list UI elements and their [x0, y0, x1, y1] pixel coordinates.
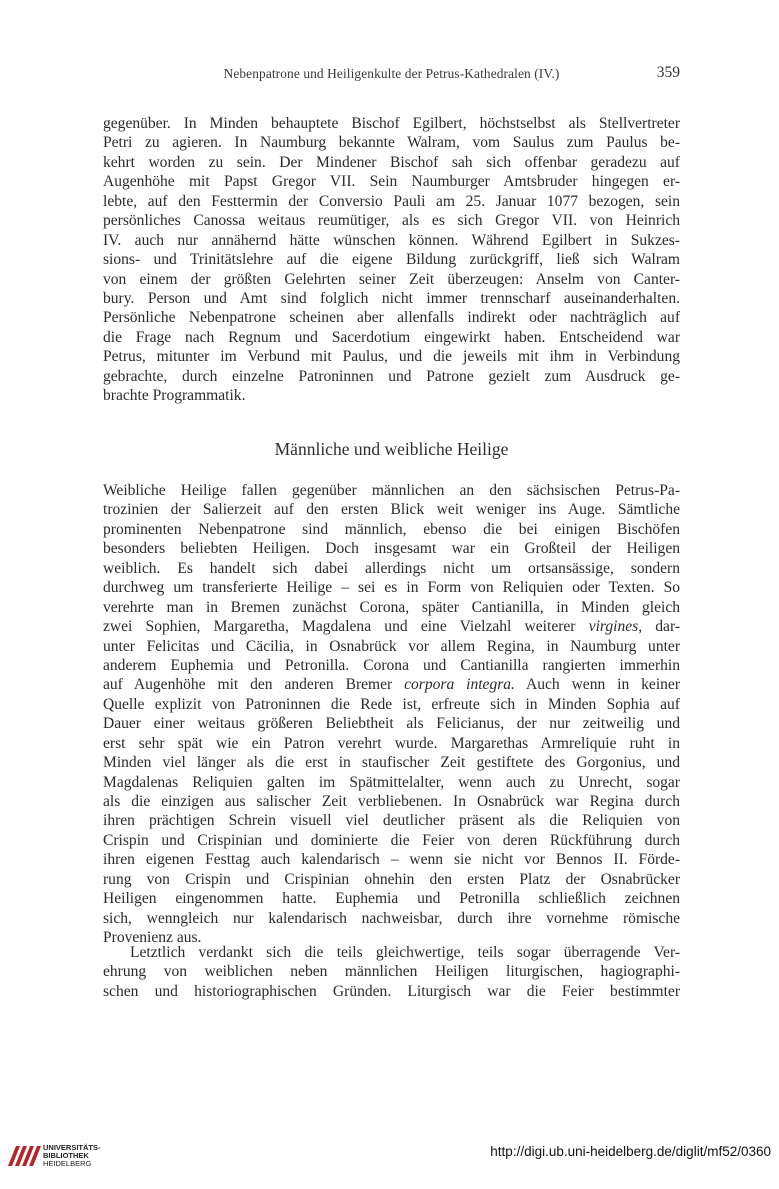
text-line: Augenhöhe mit Papst Gregor VII. Sein Naumburger Amtsbruder hingegen er- — [103, 173, 680, 191]
library-logo — [4, 1140, 104, 1170]
text-line: Weibliche Heilige fallen gegenüber männlichen an den sächsischen Petrus-Pa- — [103, 482, 680, 499]
text-line: Petrus, mitunter im Verbund mit Paulus, und die jeweils mit ihm in Verbindung — [103, 348, 680, 366]
running-title: Nebenpatrone und Heiligenkulte der Petrus-Kathedralen (IV.) — [223, 66, 560, 81]
text-line: bury. Person und Amt sind folglich nicht immer trennscharf auseinanderhalten. — [103, 289, 680, 307]
logo-line: UNIVERSITÄTS- — [43, 1143, 101, 1152]
text-segment: Auch wenn in keiner — [514, 676, 681, 694]
page-number: 359 — [656, 64, 680, 81]
text-line: IV. auch nur annähernd hätte wünschen können. Während Egilbert in Sukzes- — [103, 231, 680, 249]
text-line: schen und historiographischen Gründen. Liturgisch war die Feier bestimmter — [103, 982, 680, 1000]
library-logo-icon — [6, 1142, 42, 1168]
text-line: besonders beliebten Heiligen. Doch insgesamt war ein Großteil der Heiligen — [103, 540, 680, 558]
text-line: Magdalenas Reliquien galten im Spätmittelalter, wenn auch zu Unrecht, sogar — [103, 773, 680, 791]
text-line: erst sehr spät wie ein Patron verehrt wurde. Margarethas Armreliquie ruht in — [103, 734, 680, 752]
logo-line: HEIDELBERG — [43, 1159, 92, 1168]
paragraph-2 — [103, 481, 680, 948]
text-line: weiblich. Es handelt sich dabei allerdings nicht um ortsansässige, sondern — [103, 559, 680, 577]
text-line: als die einzigen aus salischer Zeit verbliebenen. In Osnabrück war Regina durch — [103, 793, 680, 810]
text-segment: , dar- — [638, 618, 681, 636]
text-line: Minden viel länger als die erst in staufischer Zeit gestiftete des Gorgonius, und — [103, 754, 680, 772]
text-line: prominenten Nebenpatrone sind männlich, ebenso die bei einigen Bischöfen — [103, 520, 680, 538]
paragraph-1 — [103, 114, 680, 406]
text-line: die Frage nach Regnum und Sacerdotium eingewirkt haben. Entscheidend war — [103, 328, 680, 346]
text-line: unter Felicitas und Cäcilia, in Osnabrück vor allem Regina, in Naumburg unter — [103, 637, 680, 655]
text-line: Heiligen eingenommen hatte. Euphemia und Petronilla schließlich zeichnen — [103, 890, 680, 908]
text-line: trozinien der Salierzeit auf den ersten Blick weit weniger ins Auge. Sämtliche — [103, 501, 680, 519]
text-line: gegenüber. In Minden behauptete Bischof Egilbert, höchstselbst als Stellvertreter — [103, 115, 680, 132]
text-line: Quelle explizit von Patroninnen die Rede ist, erfreute sich in Minden Sophia auf — [103, 695, 680, 713]
text-line: Persönliche Nebenpatrone scheinen aber allenfalls indirekt oder nachträglich auf — [103, 309, 680, 327]
text-line: rung von Crispin und Crispinian ohnehin den ersten Platz der Osnabrücker — [103, 870, 680, 888]
text-line: anderem Euphemia und Petronilla. Corona und Cantianilla rangierten immerhin — [103, 656, 680, 674]
text-line: von einem der größten Gelehrten seiner Zeit überzeugen: Anselm von Canter- — [103, 270, 680, 288]
logo-line: BIBLIOTHEK — [43, 1151, 89, 1160]
paragraph-3 — [103, 943, 680, 1001]
text-line: brachte Programmatik. — [103, 387, 246, 405]
text-line: ihren eigenen Festtag auch kalendarisch – wenn sie nicht vor Bennos II. Förde- — [103, 851, 680, 869]
text-line: gebrachte, durch einzelne Patroninnen und Patrone gezielt zum Ausdruck ge- — [103, 367, 680, 385]
italic-term: virgines — [588, 618, 639, 636]
text-line: lebte, auf den Festtermin der Conversio Pauli am 25. Januar 1077 bezogen, sein — [103, 192, 680, 210]
text-line: sions- und Trinitätslehre auf die eigene Bildung zurückgriff, ließ sich Walram — [103, 251, 680, 269]
text-line: durchweg um transferierte Heilige – sei es in Form von Reliquien oder Texten. So — [103, 579, 680, 597]
text-line — [103, 617, 680, 636]
text-line: verehrte man in Bremen zunächst Corona, später Cantianilla, in Minden gleich — [103, 598, 680, 616]
text-line: ehrung von weiblichen neben männlichen Heiligen liturgischen, hagiographi- — [103, 963, 680, 981]
library-logo-text — [43, 1144, 101, 1168]
text-line: persönliches Canossa weitaus reumütiger, als es sich Gregor VII. von Heinrich — [103, 212, 680, 230]
text-line: Dauer einer weitaus größeren Beliebtheit als Felicianus, der nur zeitweilig und — [103, 715, 680, 733]
text-line: Crispin und Crispinian und dominierte die Feier von deren Rückführung durch — [103, 831, 680, 849]
text-line: ihren prächtigen Schrein visuell viel deutlicher präsent als die Reliquien von — [103, 812, 680, 830]
text-segment: auf Augenhöhe mit den anderen Bremer — [103, 676, 405, 694]
text-line: Provenienz aus. — [103, 929, 202, 947]
page-header — [103, 66, 680, 86]
text-line: sich, wenngleich nur kalendarisch nachweisbar, durch ihre vornehme römische — [103, 909, 680, 927]
text-line: Petri zu agieren. In Naumburg bekannte Walram, vom Saulus zum Paulus be- — [103, 134, 680, 152]
text-line: Letztlich verdankt sich die teils gleichwertige, teils sogar überragende Ver- — [130, 944, 680, 961]
text-line: kehrt worden zu sein. Der Mindener Bischof sah sich offenbar geradezu auf — [103, 153, 680, 171]
text-segment: zwei Sophien, Margaretha, Magdalena und eine Vielzahl weiterer — [103, 618, 589, 636]
source-url[interactable]: http://digi.ub.uni-heidelberg.de/diglit/mf52/0360 — [490, 1144, 771, 1159]
section-heading: Männliche und weibliche Heilige — [274, 439, 509, 459]
italic-term: corpora integra. — [404, 676, 515, 694]
text-line — [103, 675, 680, 694]
page-footer — [0, 1140, 779, 1170]
